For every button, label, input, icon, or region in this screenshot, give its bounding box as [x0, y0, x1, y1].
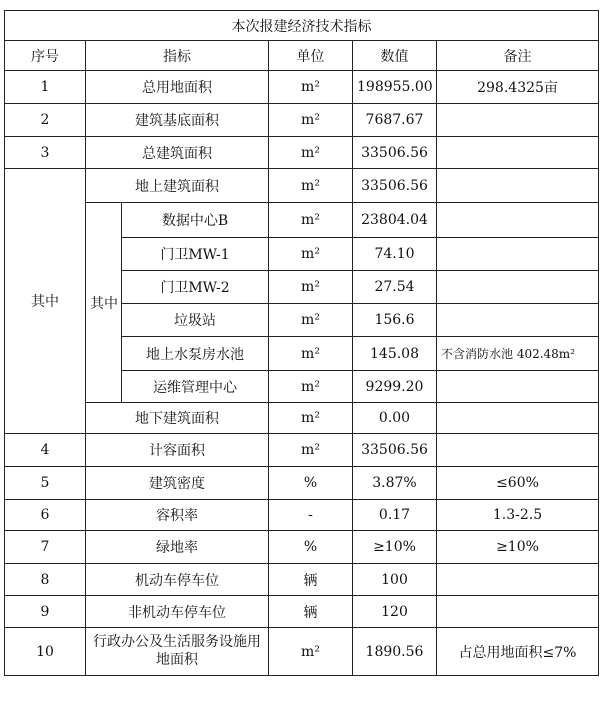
- subgroup-label: 其中: [86, 203, 122, 403]
- table-row: [5, 203, 599, 238]
- row-name: 门卫MW-2: [122, 271, 269, 304]
- row-name: 垃圾站: [122, 304, 269, 337]
- row-no: 8: [5, 564, 86, 596]
- row-unit: m²: [269, 371, 353, 403]
- row-value: 33506.56: [353, 137, 437, 169]
- header-no: 序号: [5, 41, 86, 71]
- row-unit: -: [269, 500, 353, 531]
- row-value: ≥10%: [353, 531, 437, 564]
- header-row: [5, 41, 599, 71]
- row-unit: m²: [269, 104, 353, 137]
- row-value: 23804.04: [353, 203, 437, 238]
- row-value: 100: [353, 564, 437, 596]
- row-value: 1890.56: [353, 628, 437, 676]
- table-row: [5, 104, 599, 137]
- row-name: 建筑基底面积: [86, 104, 269, 137]
- row-no: 3: [5, 137, 86, 169]
- row-value: 120: [353, 596, 437, 628]
- row-no: 1: [5, 71, 86, 104]
- table-row: [5, 500, 599, 531]
- row-name: 总用地面积: [86, 71, 269, 104]
- row-note: [437, 371, 599, 403]
- table-row: [5, 137, 599, 169]
- row-note: 298.4325亩: [437, 71, 599, 104]
- row-name: 运维管理中心: [122, 371, 269, 403]
- table-row: [5, 531, 599, 564]
- row-note: [437, 137, 599, 169]
- row-value: 7687.67: [353, 104, 437, 137]
- row-name: 地上水泵房水池: [122, 337, 269, 371]
- title-row: [5, 11, 599, 41]
- header-value: 数值: [353, 41, 437, 71]
- row-note: 占总用地面积≤7%: [437, 628, 599, 676]
- row-value: 33506.56: [353, 434, 437, 467]
- row-no: 10: [5, 628, 86, 676]
- row-note: [437, 304, 599, 337]
- row-unit: m²: [269, 71, 353, 104]
- row-note: [437, 271, 599, 304]
- row-unit: 辆: [269, 596, 353, 628]
- table-row: [5, 403, 599, 434]
- row-value: 74.10: [353, 238, 437, 271]
- row-no: 9: [5, 596, 86, 628]
- group-label: 其中: [5, 169, 86, 434]
- table-row: [5, 169, 599, 203]
- row-name: 计容面积: [86, 434, 269, 467]
- row-name: 机动车停车位: [86, 564, 269, 596]
- row-name: 门卫MW-1: [122, 238, 269, 271]
- row-note: ≥10%: [437, 531, 599, 564]
- row-value: 0.00: [353, 403, 437, 434]
- row-name: 行政办公及生活服务设施用地面积: [86, 628, 269, 676]
- row-value: 145.08: [353, 337, 437, 371]
- row-name: 绿地率: [86, 531, 269, 564]
- row-name: 数据中心B: [122, 203, 269, 238]
- table-row: [5, 71, 599, 104]
- table-row: [5, 467, 599, 500]
- row-unit: m²: [269, 403, 353, 434]
- row-name: 建筑密度: [86, 467, 269, 500]
- row-name: 非机动车停车位: [86, 596, 269, 628]
- row-note: [437, 104, 599, 137]
- row-no: 7: [5, 531, 86, 564]
- row-note: 不含消防水池 402.48m²: [437, 337, 599, 371]
- row-unit: 辆: [269, 564, 353, 596]
- row-unit: %: [269, 467, 353, 500]
- row-value: 156.6: [353, 304, 437, 337]
- row-value: 3.87%: [353, 467, 437, 500]
- indicator-table: [4, 10, 599, 676]
- row-unit: m²: [269, 434, 353, 467]
- row-unit: %: [269, 531, 353, 564]
- row-note: [437, 596, 599, 628]
- row-name: 地上建筑面积: [86, 169, 269, 203]
- row-unit: m²: [269, 271, 353, 304]
- header-unit: 单位: [269, 41, 353, 71]
- row-unit: m²: [269, 203, 353, 238]
- row-unit: m²: [269, 137, 353, 169]
- row-value: 27.54: [353, 271, 437, 304]
- table-row: [5, 596, 599, 628]
- header-indicator: 指标: [86, 41, 269, 71]
- row-note: [437, 434, 599, 467]
- header-note: 备注: [437, 41, 599, 71]
- row-unit: m²: [269, 337, 353, 371]
- row-name: 容积率: [86, 500, 269, 531]
- row-no: 4: [5, 434, 86, 467]
- row-note: [437, 169, 599, 203]
- table-row: [5, 564, 599, 596]
- row-unit: m²: [269, 628, 353, 676]
- row-unit: m²: [269, 238, 353, 271]
- row-note: [437, 238, 599, 271]
- row-no: 5: [5, 467, 86, 500]
- row-unit: m²: [269, 304, 353, 337]
- row-value: 9299.20: [353, 371, 437, 403]
- row-value: 198955.00: [353, 71, 437, 104]
- row-note: [437, 564, 599, 596]
- row-name: 总建筑面积: [86, 137, 269, 169]
- row-name: 地下建筑面积: [86, 403, 269, 434]
- row-value: 33506.56: [353, 169, 437, 203]
- table-row: [5, 434, 599, 467]
- row-note: 1.3-2.5: [437, 500, 599, 531]
- row-unit: m²: [269, 169, 353, 203]
- row-no: 2: [5, 104, 86, 137]
- row-note: [437, 203, 599, 238]
- row-note: [437, 403, 599, 434]
- row-value: 0.17: [353, 500, 437, 531]
- row-no: 6: [5, 500, 86, 531]
- table-title: 本次报建经济技术指标: [5, 11, 599, 41]
- table-row: [5, 628, 599, 676]
- row-note: ≤60%: [437, 467, 599, 500]
